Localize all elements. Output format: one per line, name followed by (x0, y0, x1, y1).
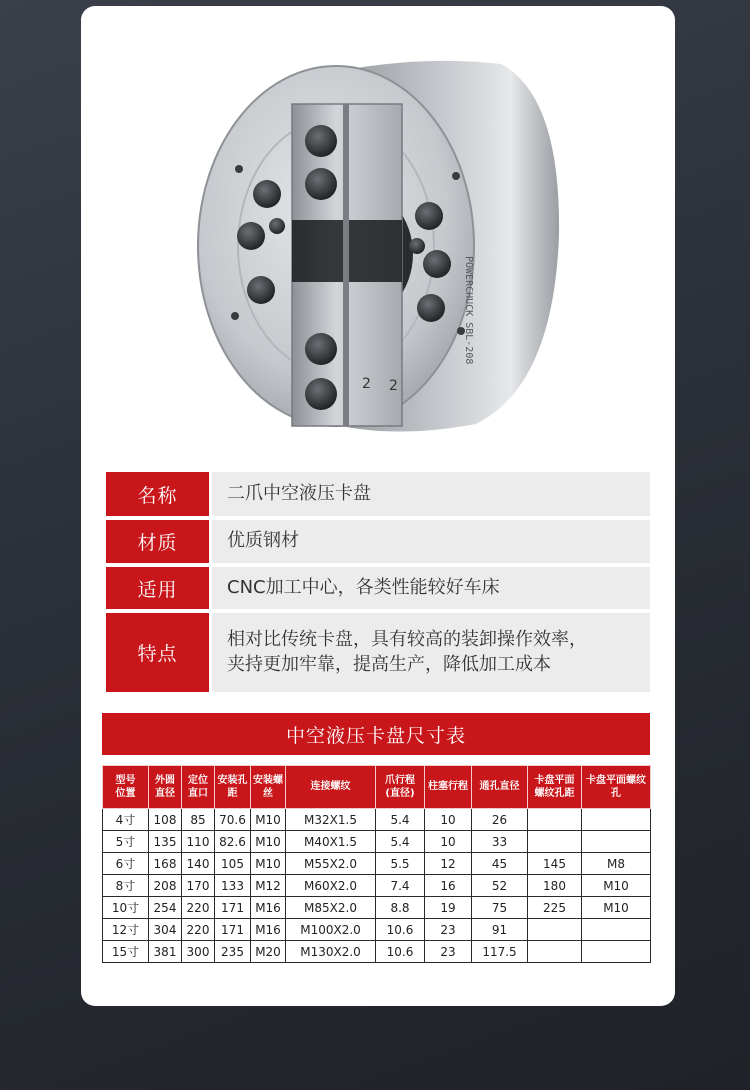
spec-label: 名称 (106, 472, 209, 516)
table-cell: 140 (182, 853, 215, 875)
table-cell: 5.4 (376, 809, 425, 831)
table-cell: 168 (149, 853, 182, 875)
table-cell: 10寸 (103, 897, 149, 919)
svg-text:2: 2 (362, 376, 371, 392)
table-cell (582, 831, 651, 853)
table-cell: M10 (582, 875, 651, 897)
table-cell (528, 809, 582, 831)
table-row (103, 919, 651, 941)
table-row (103, 897, 651, 919)
table-cell: 4寸 (103, 809, 149, 831)
spec-label: 特点 (106, 613, 209, 692)
table-cell: 208 (149, 875, 182, 897)
table-cell: 170 (182, 875, 215, 897)
table-cell: 381 (149, 941, 182, 963)
table-cell: 105 (215, 853, 251, 875)
table-cell: M20 (251, 941, 286, 963)
table-cell: 171 (215, 897, 251, 919)
table-cell: 110 (182, 831, 215, 853)
table-cell: 5.4 (376, 831, 425, 853)
table-cell: 70.6 (215, 809, 251, 831)
header-cell: 安装孔 距 (215, 766, 251, 809)
table-cell: 16 (425, 875, 472, 897)
spec-value: 二爪中空液压卡盘 (212, 472, 650, 516)
svg-text:2: 2 (389, 378, 398, 394)
table-cell: 23 (425, 941, 472, 963)
table-row (103, 875, 651, 897)
table-cell: 91 (472, 919, 528, 941)
table-cell: 75 (472, 897, 528, 919)
table-cell: 12寸 (103, 919, 149, 941)
table-cell: M32X1.5 (286, 809, 376, 831)
header-cell: 柱塞行程 (425, 766, 472, 809)
spec-row-application (106, 567, 650, 609)
table-cell: 15寸 (103, 941, 149, 963)
header-cell: 爪行程 (直径) (376, 766, 425, 809)
table-cell: 5寸 (103, 831, 149, 853)
size-table-header (103, 766, 651, 809)
table-cell: 10.6 (376, 941, 425, 963)
table-row (103, 831, 651, 853)
header-cell: 通孔直径 (472, 766, 528, 809)
table-row (103, 809, 651, 831)
table-cell: 180 (528, 875, 582, 897)
table-cell: 10 (425, 831, 472, 853)
table-cell: 26 (472, 809, 528, 831)
table-cell: M10 (251, 831, 286, 853)
table-cell: 220 (182, 919, 215, 941)
table-cell: M130X2.0 (286, 941, 376, 963)
table-cell: M8 (582, 853, 651, 875)
size-table-body (103, 809, 651, 963)
spec-label: 材质 (106, 520, 209, 563)
table-cell: M12 (251, 875, 286, 897)
size-table (102, 765, 651, 963)
table-cell: 108 (149, 809, 182, 831)
table-cell (582, 919, 651, 941)
table-cell (528, 831, 582, 853)
spec-value: 相对比传统卡盘，具有较高的装卸操作效率， 夹持更加牢靠，提高生产，降低加工成本 (212, 613, 650, 692)
table-cell: M10 (251, 853, 286, 875)
table-cell: 6寸 (103, 853, 149, 875)
chuck-product-image (81, 6, 675, 461)
table-cell: 235 (215, 941, 251, 963)
table-cell: M100X2.0 (286, 919, 376, 941)
table-row (103, 941, 651, 963)
table-cell: 225 (528, 897, 582, 919)
table-cell: 19 (425, 897, 472, 919)
spec-value: 优质钢材 (212, 520, 650, 563)
table-cell (528, 941, 582, 963)
table-cell (528, 919, 582, 941)
engraved-marking: POWERCHUCK SBL-208 (463, 256, 474, 365)
table-cell: 254 (149, 897, 182, 919)
spec-label: 适用 (106, 567, 209, 609)
table-cell: M16 (251, 919, 286, 941)
table-cell: 133 (215, 875, 251, 897)
table-cell: 220 (182, 897, 215, 919)
table-cell: 82.6 (215, 831, 251, 853)
table-cell: 300 (182, 941, 215, 963)
spec-row-features (106, 613, 650, 692)
header-cell: 安装螺 丝 (251, 766, 286, 809)
spec-row-name (106, 472, 650, 516)
table-cell: 85 (182, 809, 215, 831)
spec-row-material (106, 520, 650, 563)
table-cell: 12 (425, 853, 472, 875)
table-cell: 23 (425, 919, 472, 941)
table-cell: 5.5 (376, 853, 425, 875)
table-cell: 7.4 (376, 875, 425, 897)
spec-table (106, 472, 650, 696)
table-cell: 304 (149, 919, 182, 941)
table-row (103, 853, 651, 875)
header-cell: 卡盘平面螺纹孔 (582, 766, 651, 809)
size-table-title: 中空液压卡盘尺寸表 (102, 713, 650, 755)
product-card (81, 6, 675, 1006)
header-cell: 型号 位置 (103, 766, 149, 809)
table-cell: 135 (149, 831, 182, 853)
table-cell (582, 809, 651, 831)
table-cell: 145 (528, 853, 582, 875)
table-cell (582, 941, 651, 963)
table-cell: 171 (215, 919, 251, 941)
table-cell: M16 (251, 897, 286, 919)
table-cell: M10 (582, 897, 651, 919)
header-cell: 定位 直口 (182, 766, 215, 809)
header-cell: 卡盘平面 螺纹孔距 (528, 766, 582, 809)
table-cell: 117.5 (472, 941, 528, 963)
table-cell: 52 (472, 875, 528, 897)
spec-value: CNC加工中心，各类性能较好车床 (212, 567, 650, 609)
header-cell: 外圆 直径 (149, 766, 182, 809)
table-cell: M55X2.0 (286, 853, 376, 875)
table-cell: 10.6 (376, 919, 425, 941)
table-cell: 10 (425, 809, 472, 831)
table-cell: 8寸 (103, 875, 149, 897)
table-cell: M10 (251, 809, 286, 831)
table-cell: M85X2.0 (286, 897, 376, 919)
table-cell: M40X1.5 (286, 831, 376, 853)
table-cell: 33 (472, 831, 528, 853)
header-cell: 连接螺纹 (286, 766, 376, 809)
table-cell: M60X2.0 (286, 875, 376, 897)
table-cell: 8.8 (376, 897, 425, 919)
table-cell: 45 (472, 853, 528, 875)
